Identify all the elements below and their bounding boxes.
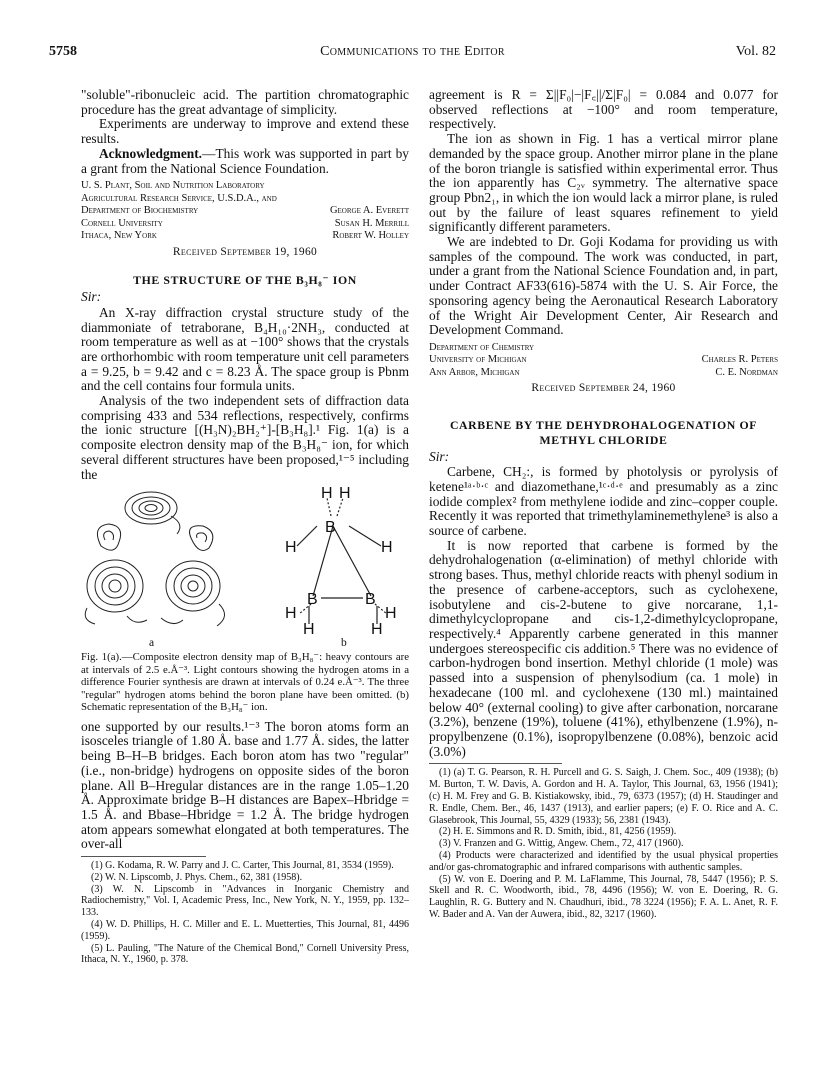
footnote-divider [429,763,562,764]
salutation: Sir: [81,289,102,305]
author-name: George A. Everett [329,205,409,217]
running-title: Communications to the Editor [320,44,505,59]
article-title: CARBENE BY THE DEHYDROHALOGENATION OF METHYL CHLORIDE [449,418,758,447]
footnote: (1) (a) T. G. Pearson, R. H. Purcell and G. S. Saigh, J. Chem. Soc., 409 (1938); (b) M. Burton, T. W. Davis, A. Gordon and H. A. Taylor, This Journal, 63, 1956 (1941); (c) H. M. Frey and G. B. Kistiakowsky, ibid., 79, 6373 (1957); (d) H. Staudinger and R. Endle, Chem. Ber., 46, 1437 (1913), and earlier papers; (e) F. O. Rice and A. C. Glasebrook, This Journal, 55, 4329 (1933); 56, 2381 (1943). [429,767,778,826]
footnote: (3) V. Franzen and G. Wittig, Angew. Chem., 72, 417 (1960). [439,838,684,850]
paragraph: An X-ray diffraction crystal structure study of the diammoniate of tetraborane, B₄H₁₀·2NH₃, conducted at room temperature as well as at −100° shows that the crystals are orthorhombic with room temperature unit cell parameters a = 9.25, b = 9.42 and c = 8.23 Å. The space group is Pbnm and the cell contains four formula units. [81,304,409,394]
boron-label: B [365,591,376,609]
address-line: Ann Arbor, Michigan [429,366,520,378]
author-name: Charles R. Peters [701,354,778,366]
address-line: Cornell University [81,217,163,229]
hydrogen-label: H [303,621,315,637]
paragraph: agreement is R = Σ||F₀|−|F꜀||/Σ|F₀| = 0.084 and 0.077 for observed reflections at −100° and room temperature, respectively. [429,87,778,132]
hydrogen-label: H [339,486,351,503]
figure-caption: Fig. 1(a).—Composite electron density map of B₃H₈⁻: heavy contours are at intervals of 2.5 e.Å⁻³. Light contours showing the hydrogen atoms in a difference Fourier synthesis are drawn at intervals of 0.24 e.Å⁻³. The three "regular" hydrogen atoms behind the boron plane have been omitted. (b) Schematic representation of the B₃H₈⁻ ion. [81,651,409,714]
page-header [49,44,776,64]
hydrogen-label: H [321,486,333,503]
address-line: Agricultural Research Service, U.S.D.A., and [81,192,277,204]
paragraph: Experiments are underway to improve and extend these results. [81,116,409,147]
address-line: University of Michigan [429,354,527,366]
boron-label: B [307,591,318,609]
paragraph: Carbene, CH₂:, is formed by photolysis or pyrolysis of ketene¹ᵃ·ᵇ·ᶜ and diazomethane,¹ᶜ·ᵈ·ᵉ and presumably as a zinc iodide complex² from methylene iodide and zinc–copper couple. Recently it was reported that trimethylaminemethylene³ is also a source of carbene. [429,464,778,539]
footnote: (3) W. N. Lipscomb in "Advances in Inorganic Chemistry and Radiochemistry," Vol. I, Academic Press, Inc., New York, N. Y., 1959, pp. 132–133. [81,883,409,919]
paragraph: We are indebted to Dr. Goji Kodama for providing us with samples of the compound. The work was conducted, in part, under a grant from the National Science Foundation and, in part, under Contract AF33(616)-5874 with the U. S. Air Force, the sponsoring agency being the Aeronautical Research Laboratory of the Wright Air Development Center, Air Research and Development Command. [429,234,778,338]
acknowledgment-heading: Acknowledgment. [99,145,203,161]
footnote-divider [81,856,206,857]
address-row [81,205,409,218]
hydrogen-label: H [385,605,397,623]
address-line: Department of Chemistry [429,341,535,353]
hydrogen-label: H [381,539,393,557]
boron-label: B [325,519,336,537]
footnote: (4) Products were characterized and identified by the usual physical properties and/or gas-chromatographic and infrared comparisons with authentic samples. [429,849,778,873]
paragraph: one supported by our results.¹⁻³ The boron atoms form an isosceles triangle of 1.80 Å. base and 1.77 Å. sides, the latter being B–H–B bridges. Each boron atom has two "regular" (i.e., non-bridge) hydrogens on opposite sides of the boron plane. All B–Hregular distances are in the range 1.05–1.20 Å. Approximate bridge B–H distances are Bapex–Hbridge = 1.5 Å. and Bbase–Hbridge = 1.2 Å. The bridge hydrogen atom appears somewhat elongated at both temperatures. The over-all [81,718,409,852]
footnote: (5) W. von E. Doering and P. M. LaFlamme, This Journal, 78, 5447 (1956); P. S. Skell and R. C. Woodworth, ibid., 78, 4496 (1956); W. von E. Doering, R. G. Laughlin, R. G. Buttery and N. Chaudhuri, ibid., 78 3224 (1956); F. A. L. Anet, R. F. W. Bader and A. Van der Auwera, ibid., 82, 3217 (1960). [429,873,778,920]
article-title: THE STRUCTURE OF THE B₃H₈⁻ ION [133,273,357,288]
hydrogen-label: H [371,621,383,637]
hydrogen-label: H [285,605,297,623]
author-address [429,342,778,380]
acknowledgment [81,147,409,176]
received-date: Received September 19, 1960 [172,245,318,258]
footnote: (5) L. Pauling, "The Nature of the Chemical Bond," Cornell University Press, Ithaca, N. Y., 1960, p. 378. [81,942,409,966]
footnote: (4) W. D. Phillips, H. C. Miller and E. L. Muetterties, This Journal, 81, 4496 (1959). [81,919,409,942]
author-name: C. E. Nordman [715,366,778,378]
page-number: 5758 [49,44,77,59]
author-name: Susan H. Merrill [334,217,409,229]
address-row [81,218,409,231]
hydrogen-label: H [285,539,297,557]
footnote: (2) W. N. Lipscomb, J. Phys. Chem., 62, 381 (1958). [91,871,303,883]
left-column [81,88,409,966]
paragraph: "soluble"-ribonucleic acid. The partition chromatographic procedure has the great advantage of simplicity. [81,87,409,117]
salutation: Sir: [429,448,450,464]
paragraph: Analysis of the two independent sets of diffraction data comprising 433 and 534 reflections, respectively, confirms the ionic structure [(H₃N)₂BH₂⁺]-[B₃H₈].¹ Fig. 1(a) is a composite electron density map of the B₃H₈⁻ ion, for which several different structures have been proposed,¹⁻⁵ including the [81,393,409,482]
address-line: Department of Biochemistry [81,205,199,217]
paragraph: The ion as shown in Fig. 1 has a vertical mirror plane demanded by the space group. Another mirror plane in the plane of the boron triangle is satisfied within experimental error. Thus the ion apparently has C₂ᵥ symmetry. The alternative space group Pbn2₁, in which the ion would lack a mirror plane, is ruled out by the failure of least squares refinement to yield significantly different parameters. [429,131,778,235]
address-row [429,354,778,367]
volume-label: Vol. 82 [735,44,776,59]
figure-label-a: a [149,637,155,650]
figure-1 [81,486,409,648]
footnote: (1) G. Kodama, R. W. Parry and J. C. Carter, This Journal, 81, 3534 (1959). [91,860,394,872]
acknowledgment-body: —This work was supported in part by a grant from the National Science Foundation. [81,145,409,176]
address-row [81,230,409,243]
author-name: Robert W. Holley [332,230,409,242]
footnote: (2) H. E. Simmons and R. D. Smith, ibid., 81, 4256 (1959). [439,826,677,838]
electron-density-map [81,486,409,636]
author-address [81,180,409,243]
figure-label-b: b [341,637,347,650]
address-row [429,367,778,380]
address-line: Ithaca, New York [81,230,157,242]
received-date: Received September 24, 1960 [531,382,676,395]
address-line: U. S. Plant, Soil and Nutrition Laboratory [81,180,265,192]
right-column [429,88,778,921]
paragraph: It is now reported that carbene is formed by the dehydrohalogenation (α-elimination) of methyl chloride with strong bases. Thus, methyl chloride reacts with phenyl sodium in the presence of carbene-acceptors, such as cyclohexene, isobutylene and cis-2-butene to give norcarane, 1,1-dimethylcyclopropane and cis-1,2-dimethylcyclopropane, respectively.⁴ Apparently carbene generated in this manner undergoes stereospecific cis addition.⁵ There was no evidence of carbon-hydrogen bond insertion. Methyl chloride (1 mole) was passed into a suspension of phenylsodium (ca. 1 mole) in hexadecane (100 ml. and cyclohexene (130 ml.) maintained below 40° (external cooling) to give after carbonation, norcarane (3.2%), benzene (19%), toluene (41%), ethylbenzene (1.9%), n-propylbenzene (0.1%), isopropylbenzene (0.08%), benzoic acid (3.0%) [429,537,778,759]
